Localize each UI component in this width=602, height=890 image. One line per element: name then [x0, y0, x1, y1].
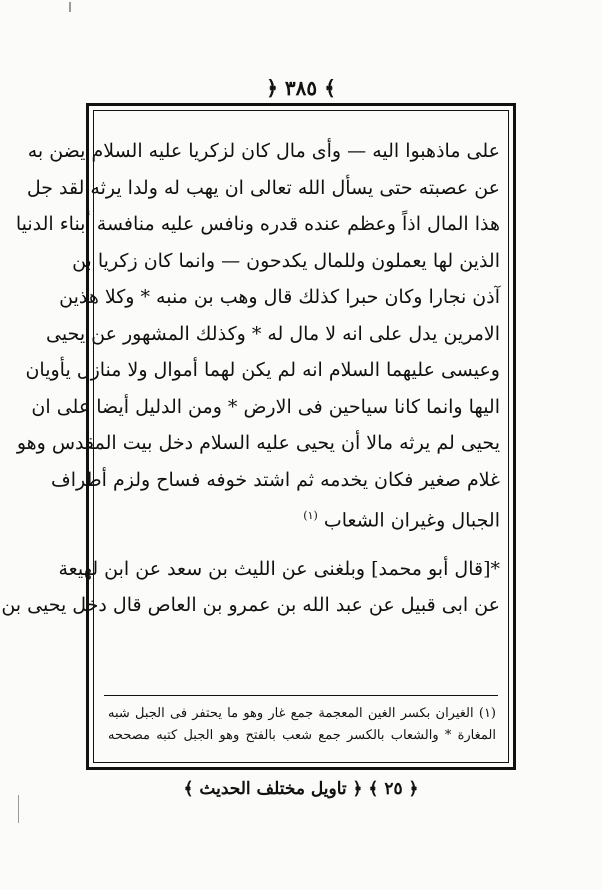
margin-mark-bottom — [18, 795, 19, 823]
inner-frame — [1, 110, 509, 763]
text-line: الذين لها يعملون وللمال يكدحون — وانما كان زكريا بن — [72, 249, 500, 272]
text-line: الجبال وغيران الشعاب — [323, 509, 500, 532]
text-line-last — [107, 498, 500, 539]
text-line: هذا المال اذاً وعظم عنده قدره ونافس عليه منافسة أبناء الدنيا — [15, 213, 500, 235]
running-footer: ﴿ ٢٥ ﴾ ﴿ تاويل مختلف الحديث ﴾ — [183, 779, 419, 799]
footnote-line: (١) الغيران بكسر الغين المعجمة جمع غار وهو ما يحتفر فى الجبل شبه — [108, 706, 496, 721]
text-line: وعيسى عليهما السلام انه لم يكن لهما أموال ولا منازل يأويان — [25, 359, 500, 381]
page-frame — [1, 103, 516, 770]
page-number: ﴿ ٣٨٥ ﴾ — [266, 76, 336, 100]
text-line: يحيى لم يرثه مالا أن يحيى عليه السلام دخل بيت المقدس وهو — [16, 432, 500, 454]
paragraph-2 — [1, 551, 500, 624]
main-text — [1, 133, 500, 624]
margin-mark-top — [69, 2, 71, 12]
footnote-reference: (١) — [303, 509, 318, 522]
footnote — [108, 703, 496, 747]
text-line: آذن نجارا وكان حبرا كذلك قال وهب بن منبه * وكلا هذين — [59, 286, 500, 308]
text-line: غلام صغير فكان يخدمه ثم اشتد خوفه فساح ولزم أطراف — [51, 468, 500, 491]
footnote-divider — [104, 695, 498, 696]
text-line: اليها وانما كانا سياحين فى الارض * ومن الدليل أيضا على ان — [31, 395, 500, 418]
text-line: عن عصبته حتى يسأل الله تعالى ان يهب له ولدا يرثه لقد جل — [26, 176, 500, 199]
text-line: على ماذهبوا اليه — وأى مال كان لزكريا عليه السلام يضن به — [27, 140, 500, 162]
text-line: عن ابى قبيل عن عبد الله بن عمرو بن العاص قال دخل يحيى بن — [1, 594, 500, 617]
paragraph-1 — [15, 133, 500, 539]
text-line: الامرين يدل على انه لا مال له * وكذلك المشهور عن يحيى — [46, 322, 500, 345]
text-line: *[قال أبو محمد] وبلغنى عن الليث بن سعد عن ابن لهيعة — [58, 557, 500, 580]
footnote-line: المغارة * والشعاب بالكسر جمع شعب بالفتح وهو الجبل كتبه مصححه — [108, 728, 496, 743]
